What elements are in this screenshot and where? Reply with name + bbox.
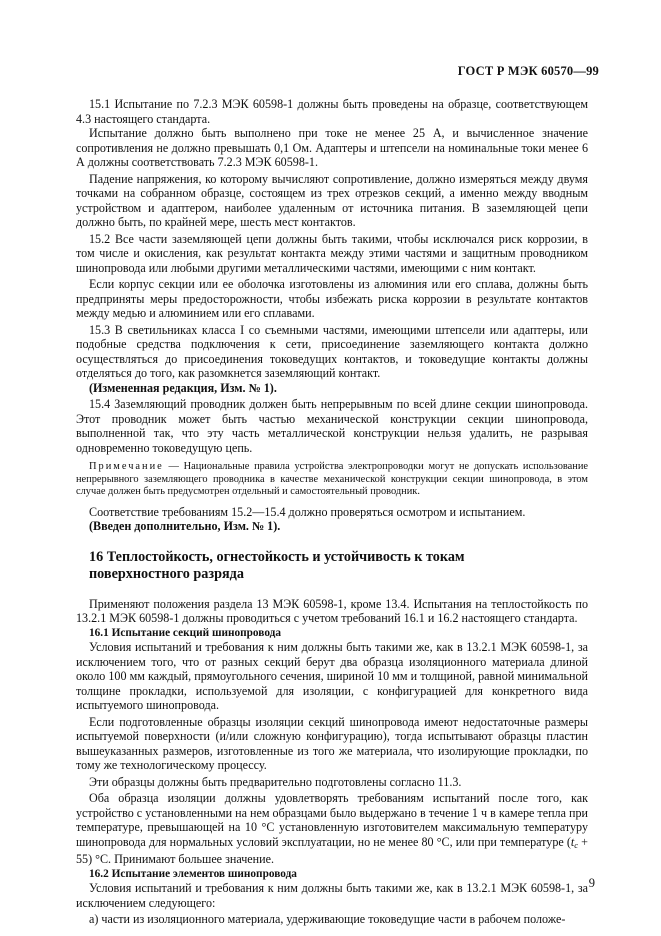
subsection-16-1-heading: 16.1 Испытание секций шинопровода xyxy=(89,626,282,639)
clause-15-1: 15.1 Испытание по 7.2.3 МЭК 60598-1 должны быть проведены на образце, соответствующем 4.3 настоящего стандарта. xyxy=(76,97,588,126)
clause-15-2: 15.2 Все части заземляющей цепи должны быть такими, чтобы исключался риск коррозии, в том числе и окисления, как результат контакта между этими частями и защитным проводником шинопровода или любыми другими металлическими частями, имеющими с ним контакт. xyxy=(76,231,588,275)
list-item: а) части из изоляционного материала, удерживающие токоведущие части в рабочем положе- xyxy=(89,912,566,927)
clause-15-3: 15.3 В светильниках класса I со съемными частями, имеющими штепсели или адаптеры, или подобные средства подключения к сети, присоединение заземляющего контакта должно осуществляться до присоединения токоведущих контактов, и токоведущие контакты должны отделяться до того, как разомкнется заземляющий контакт. xyxy=(76,322,588,380)
note-text: — Национальные правила устройства электропроводки могут не допускать использование непрерывного заземляющего проводника в качестве механической конструкции секции шинопровода, в этом случае должен быть предусмотрен отдельный и самостоятельный проводник. xyxy=(76,461,588,498)
paragraph: Если корпус секции или ее оболочка изготовлены из алюминия или его сплава, должны быть предприняты меры предосторожности, чтобы избежать риска коррозии в результате контактов между медью и алюминием или его сплавами. xyxy=(76,277,588,320)
section-16-title xyxy=(76,549,588,583)
paragraph: Если подготовленные образцы изоляции секций шинопровода имеют недостаточные размеры испытуемой поверхности (и/или сложную конфигурацию), тогда испытывают образцы пластин вышеуказанных размеров, изготовленные из того же материала, что изолирующие прокладки, по тому же технологическому процессу. xyxy=(76,714,588,773)
page-number: 9 xyxy=(588,876,595,890)
paragraph: Оба образца изоляции должны удовлетворять требованиям испытаний после того, как устройство с установленными на нем образцами было выдержано в течение 1 ч в камере тепла при температуре, превышающей на 10 °С установленную изготовителем максимальную температуру шинопровода для нормальных условий эксплуатации, но не менее 80 °С, или при температуре (tc + 55) °С. Принимают большее значение. xyxy=(76,791,588,867)
paragraph: Испытание должно быть выполнено при токе не менее 25 А, и вычисленное значение сопротивления не должно превышать 0,1 Ом. Адаптеры и штепсели на номинальные токи менее 6 А должны соответствовать 7.2.3 МЭК 60598-1. xyxy=(76,126,588,169)
paragraph: Эти образцы должны быть предварительно подготовлены согласно 11.3. xyxy=(89,774,462,789)
compliance-statement: Соответствие требованиям 15.2—15.4 должно проверяться осмотром и испытанием. xyxy=(89,504,526,519)
subsection-16-2-heading: 16.2 Испытание элементов шинопровода xyxy=(89,867,297,880)
paragraph: Падение напряжения, ко которому вычисляют сопротивление, должно измеряться между двумя точками на собранном образце, состоящем из трех отрезков секций, а именно между вводным устройством и адаптером, наиболее удаленным от источника питания. В заземляющей цепи должно быть, по крайней мере, шесть мест контактов. xyxy=(76,171,588,229)
document-body xyxy=(76,97,588,927)
amendment-note: (Введен дополнительно, Изм. № 1). xyxy=(89,519,281,534)
section-title-line: 16 Теплостойкость, огнестойкость и устойчивость к токам xyxy=(89,548,465,565)
section-16-intro: Применяют положения раздела 13 МЭК 60598-1, кроме 13.4. Испытания на теплостойкость по 13.2.1 МЭК 60598-1 должны проводиться с учетом требований 16.1 и 16.2 настоящего стандарта. xyxy=(76,596,588,626)
section-title-line: поверхностного разряда xyxy=(89,565,244,582)
clause-15-4: 15.4 Заземляющий проводник должен быть непрерывным по всей длине секции шинопровода. Этот проводник может быть частью механической конструкции секции шинопровода, выполненной так, что эту часть металлической конструкции нельзя удалить, не разрывая одновременно токоведущую цепь. xyxy=(76,397,588,455)
amendment-note: (Измененная редакция, Изм. № 1). xyxy=(89,380,277,395)
standard-header: ГОСТ Р МЭК 60570—99 xyxy=(457,64,599,78)
paragraph: Условия испытаний и требования к ним должны быть такими же, как в 13.2.1 МЭК 60598-1, за исключением следующего: xyxy=(76,881,588,910)
note-block xyxy=(76,461,588,499)
paragraph: Условия испытаний и требования к ним должны быть такими же, как в 13.2.1 МЭК 60598-1, за исключением того, что от разных секций берут два образца изоляционного материала длиной около 100 мм каждый, прямоугольного сечения, шириной 10 мм и толщиной, равной минимальной толщине прокладки, используемой для изоляции, с конфигурацией для конкретного вида испытуемого шинопровода. xyxy=(76,640,588,713)
note-label: Примечание xyxy=(89,461,164,472)
